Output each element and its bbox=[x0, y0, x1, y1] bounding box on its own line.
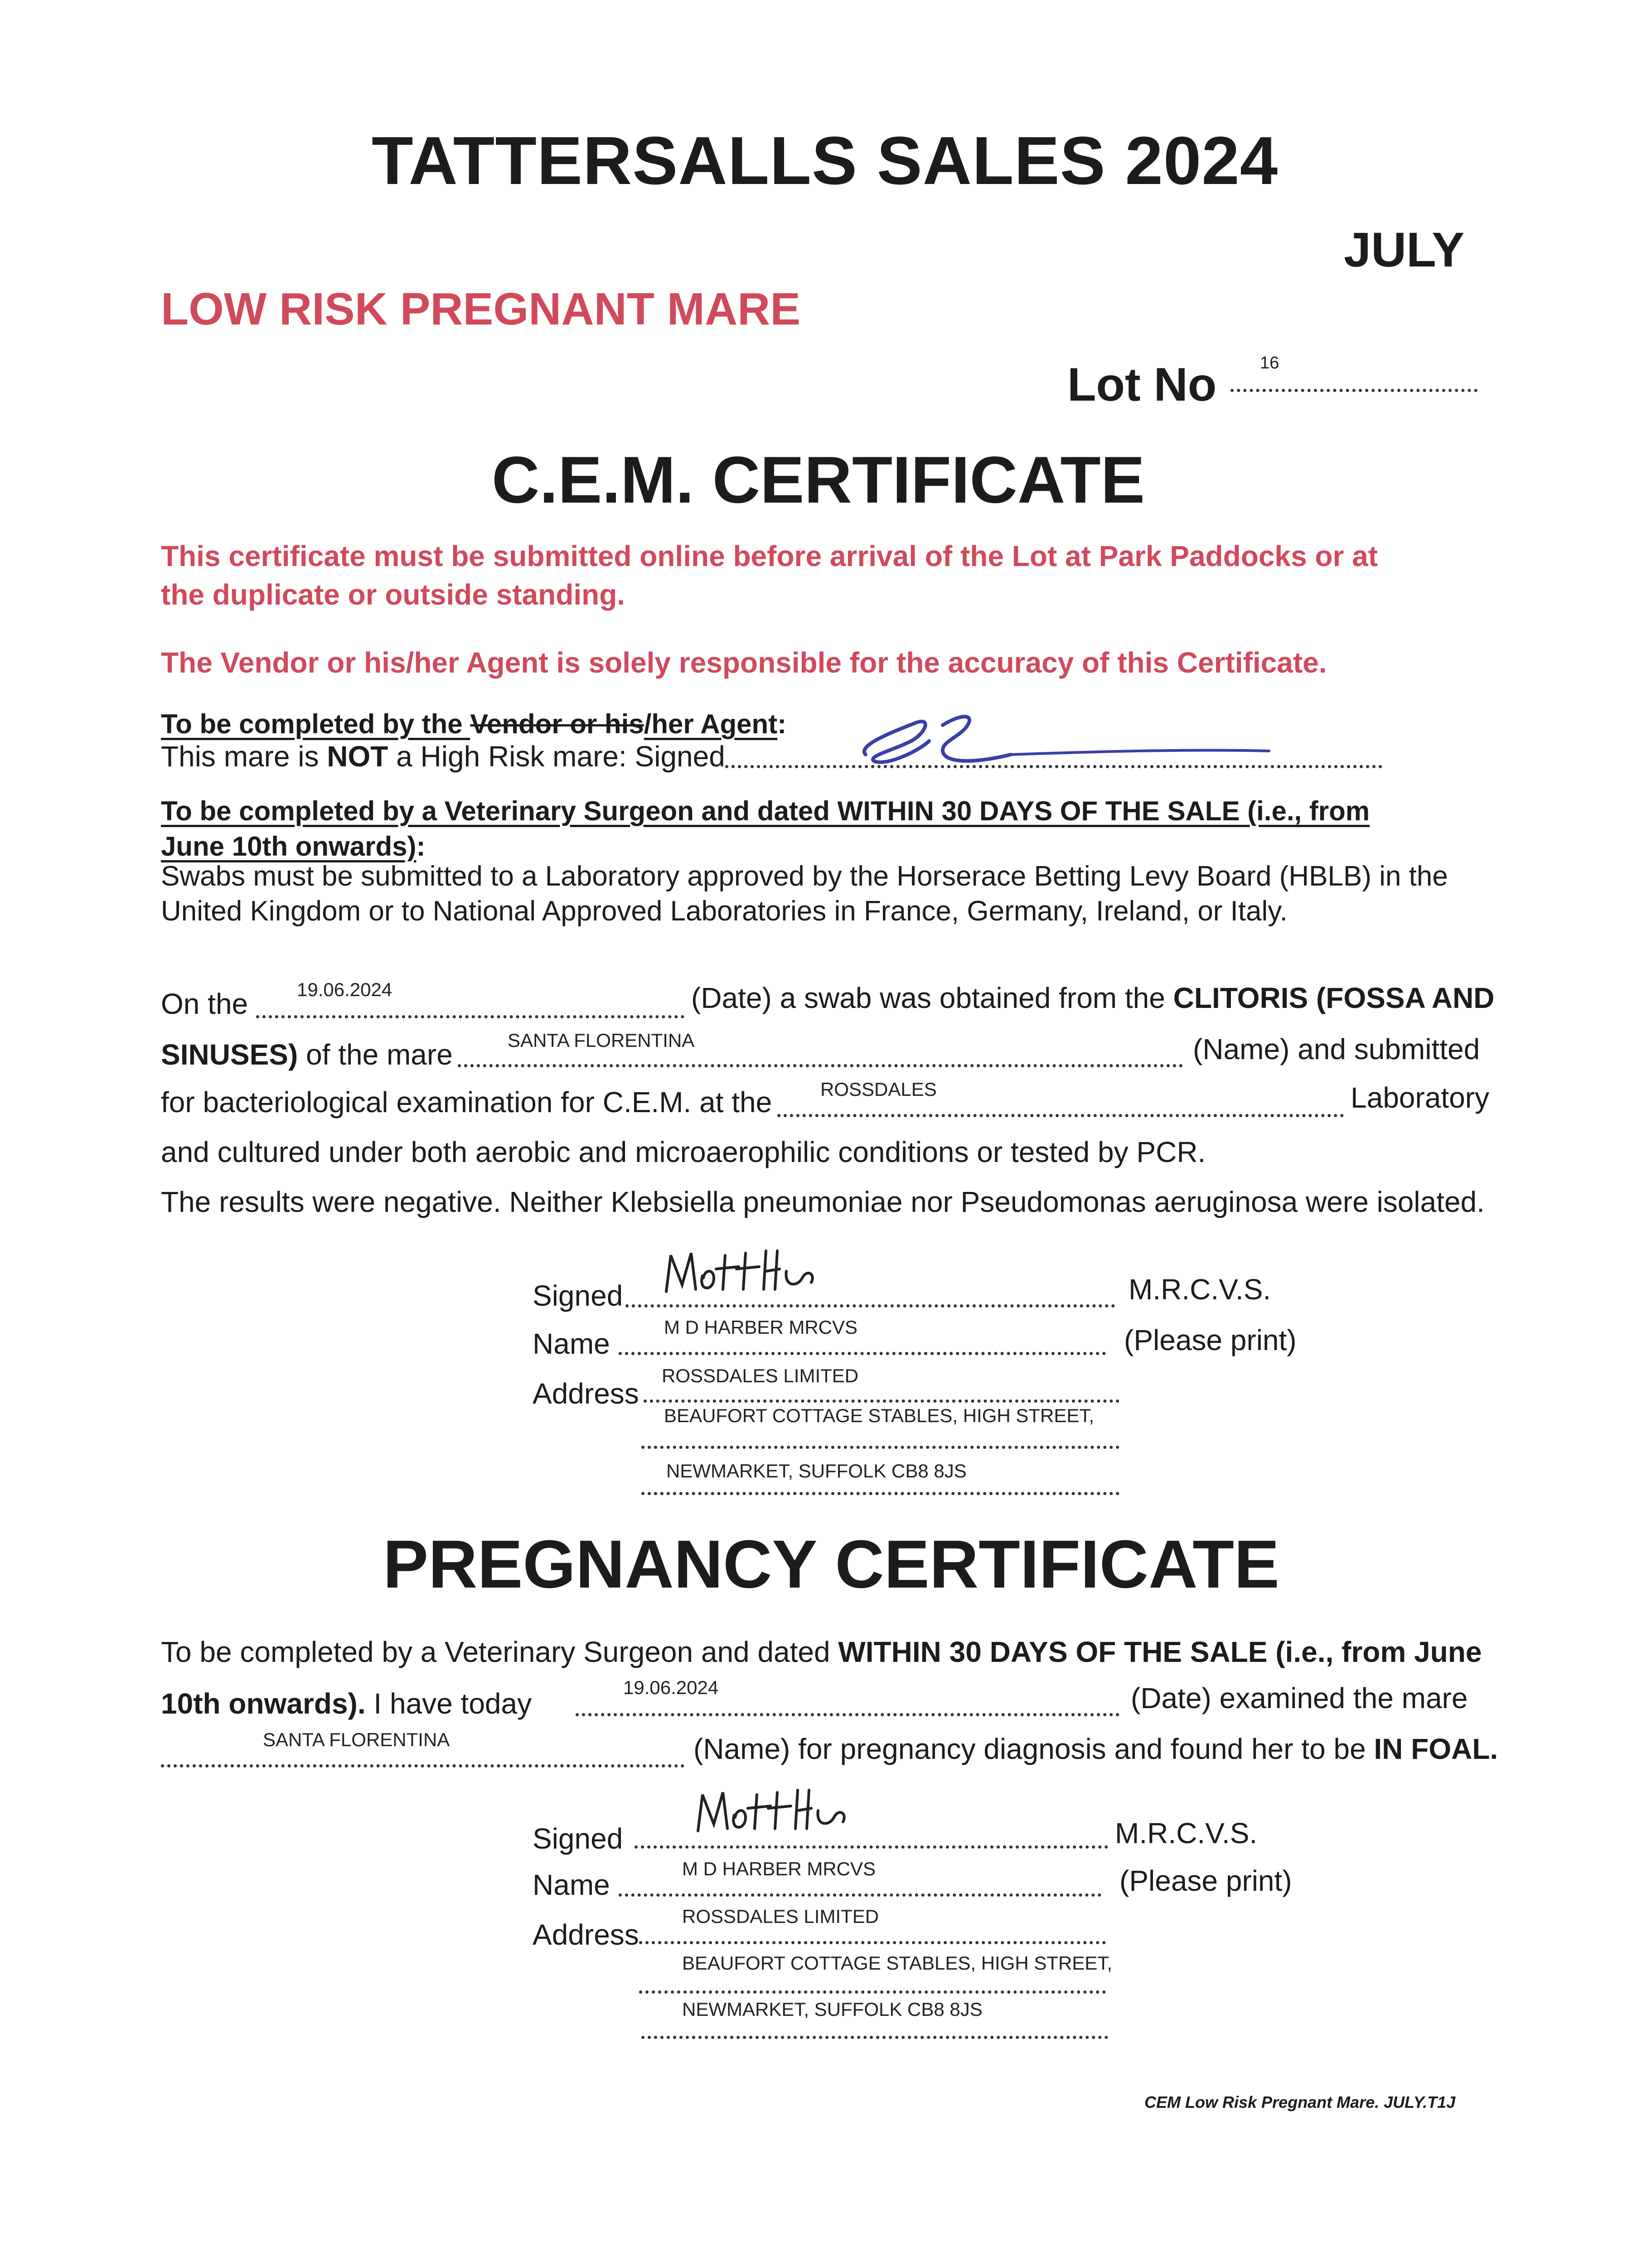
sinuses-line bbox=[161, 1038, 453, 1071]
preg-mrcvs-label: M.R.C.V.S. bbox=[1115, 1817, 1258, 1850]
cem-address-line3: NEWMARKET, SUFFOLK CB8 8JS bbox=[666, 1460, 967, 1482]
preg-name-dots bbox=[619, 1893, 1101, 1897]
preg-name-label: Name bbox=[533, 1869, 610, 1901]
preg-address-label: Address bbox=[533, 1918, 639, 1951]
cem-vet-name: M D HARBER MRCVS bbox=[664, 1317, 858, 1338]
cem-address-dots3 bbox=[641, 1492, 1119, 1495]
preg-address-line2: BEAUFORT COTTAGE STABLES, HIGH STREET, bbox=[682, 1952, 1113, 1974]
preg-line2-a: I have today bbox=[365, 1687, 532, 1720]
pregnancy-mare-dots bbox=[161, 1764, 684, 1767]
exam-date-dots bbox=[576, 1713, 1119, 1716]
preg-signed-dots bbox=[635, 1845, 1108, 1849]
cem-mare-name: SANTA FLORENTINA bbox=[508, 1030, 695, 1051]
preg-address-line3: NEWMARKET, SUFFOLK CB8 8JS bbox=[682, 1999, 983, 2020]
swab-text: (Date) a swab was obtained from the bbox=[691, 982, 1165, 1014]
vendor-signature bbox=[838, 700, 1283, 773]
preg-vet-name: M D HARBER MRCVS bbox=[682, 1858, 876, 1879]
pregnancy-mare-name: SANTA FLORENTINA bbox=[263, 1729, 450, 1750]
pregnancy-title: PREGNANCY CERTIFICATE bbox=[383, 1526, 1279, 1602]
footer-reference: CEM Low Risk Pregnant Mare. JULY.T1J bbox=[1144, 2093, 1456, 2111]
preg-line3-a: (Name) for pregnancy diagnosis and found her to be bbox=[693, 1733, 1374, 1765]
swab-date-text bbox=[691, 981, 1494, 1015]
vendor-heading-agent: /her Agent bbox=[644, 709, 778, 739]
sale-month: JULY bbox=[1344, 222, 1465, 277]
vet-section-heading-line1: To be completed by a Veterinary Surgeon and dated WITHIN 30 DAYS OF THE SALE (i.e., from bbox=[161, 796, 1370, 826]
preg-signed-label: Signed bbox=[533, 1822, 623, 1855]
cem-mare-name-dots bbox=[458, 1064, 1183, 1067]
cem-address-dots2 bbox=[641, 1446, 1119, 1449]
vendor-section-heading bbox=[161, 708, 786, 740]
pregnancy-line2-start bbox=[161, 1687, 532, 1720]
of-the-mare-text: of the mare bbox=[298, 1038, 453, 1071]
pregnancy-line3 bbox=[693, 1732, 1498, 1766]
cem-title: C.E.M. CERTIFICATE bbox=[492, 443, 1145, 517]
name-submitted-text: (Name) and submitted bbox=[1193, 1033, 1480, 1065]
vet-heading-colon: : bbox=[416, 831, 426, 862]
preg-line1-b: (i.e., from June bbox=[1267, 1636, 1482, 1668]
document-title: TATTERSALLS SALES 2024 bbox=[372, 122, 1279, 199]
cem-address-dots1 bbox=[644, 1399, 1119, 1403]
preg-address-line1: ROSSDALES LIMITED bbox=[682, 1906, 879, 1927]
vendor-declaration bbox=[161, 740, 725, 773]
cem-address-label: Address bbox=[533, 1377, 639, 1410]
vendor-line-not: NOT bbox=[327, 740, 388, 773]
preg-address-dots1 bbox=[639, 1941, 1106, 1944]
cem-mrcvs-label: M.R.C.V.S. bbox=[1129, 1273, 1271, 1306]
cem-address-line1: ROSSDALES LIMITED bbox=[662, 1365, 859, 1386]
pregnancy-line1 bbox=[161, 1635, 1482, 1669]
cem-please-print: (Please print) bbox=[1124, 1324, 1297, 1356]
responsibility-notice: The Vendor or his/her Agent is solely responsible for the accuracy of this Certificate. bbox=[161, 646, 1327, 679]
cem-vet-signature bbox=[662, 1242, 852, 1305]
cem-signed-dots bbox=[625, 1304, 1115, 1307]
clitoris-text: CLITORIS (FOSSA AND bbox=[1173, 982, 1495, 1014]
vet-section-heading-line2 bbox=[161, 831, 425, 862]
lot-number: 16 bbox=[1260, 353, 1279, 373]
laboratory-name: ROSSDALES bbox=[820, 1079, 937, 1100]
preg-address-dots2 bbox=[639, 1990, 1106, 1994]
laboratory-label: Laboratory bbox=[1351, 1081, 1489, 1114]
vet-heading-line2-text: June 10th onwards) bbox=[161, 831, 417, 862]
pregnancy-line2-end: (Date) examined the mare bbox=[1131, 1682, 1468, 1714]
sinuses-text: SINUSES) bbox=[161, 1038, 298, 1071]
preg-line1-bold: WITHIN 30 DAYS OF THE SALE bbox=[838, 1636, 1268, 1668]
preg-please-print: (Please print) bbox=[1119, 1864, 1292, 1897]
vendor-line-b: a High Risk mare: Signed bbox=[388, 740, 725, 773]
preg-address-dots3 bbox=[641, 2036, 1108, 2039]
vendor-heading-text: To be completed by the bbox=[161, 709, 470, 739]
swabs-instruction-line2: United Kingdom or to National Approved Laboratories in France, Germany, Ireland, or Italy. bbox=[161, 896, 1288, 927]
on-the-label: On the bbox=[161, 988, 248, 1020]
preg-line3-bold: IN FOAL. bbox=[1374, 1733, 1498, 1765]
laboratory-dots bbox=[777, 1114, 1344, 1117]
preg-line1-a: To be completed by a Veterinary Surgeon and dated bbox=[161, 1636, 838, 1668]
lot-dots bbox=[1231, 389, 1478, 392]
cultured-text: and cultured under both aerobic and microaerophilic conditions or tested by PCR. bbox=[161, 1136, 1206, 1168]
swab-date: 19.06.2024 bbox=[297, 979, 392, 1000]
preg-line2-bold: 10th onwards). bbox=[161, 1687, 366, 1720]
preg-vet-signature bbox=[693, 1781, 884, 1845]
vendor-heading-struck: Vendor or his bbox=[470, 709, 644, 739]
vendor-heading-colon: : bbox=[777, 709, 787, 739]
pregnancy-exam-date: 19.06.2024 bbox=[623, 1677, 719, 1698]
lot-label: Lot No bbox=[1067, 358, 1217, 411]
results-text: The results were negative. Neither Klebsiella pneumoniae nor Pseudomonas aeruginosa were isolated. bbox=[161, 1186, 1485, 1218]
cem-name-label: Name bbox=[533, 1327, 610, 1360]
submission-notice-line2: the duplicate or outside standing. bbox=[161, 578, 625, 611]
cem-name-dots bbox=[619, 1352, 1106, 1355]
vendor-line-a: This mare is bbox=[161, 740, 327, 773]
category-label: LOW RISK PREGNANT MARE bbox=[161, 284, 801, 334]
swab-date-dots bbox=[256, 1015, 684, 1018]
bacteriological-text: for bacteriological examination for C.E.M. at the bbox=[161, 1086, 772, 1118]
swabs-instruction-line1: Swabs must be submitted to a Laboratory approved by the Horserace Betting Levy Board (HBLB) in the bbox=[161, 861, 1448, 892]
cem-signed-label: Signed bbox=[533, 1279, 623, 1312]
cem-address-line2: BEAUFORT COTTAGE STABLES, HIGH STREET, bbox=[664, 1405, 1095, 1426]
submission-notice-line1: This certificate must be submitted online before arrival of the Lot at Park Paddocks or at bbox=[161, 540, 1378, 572]
